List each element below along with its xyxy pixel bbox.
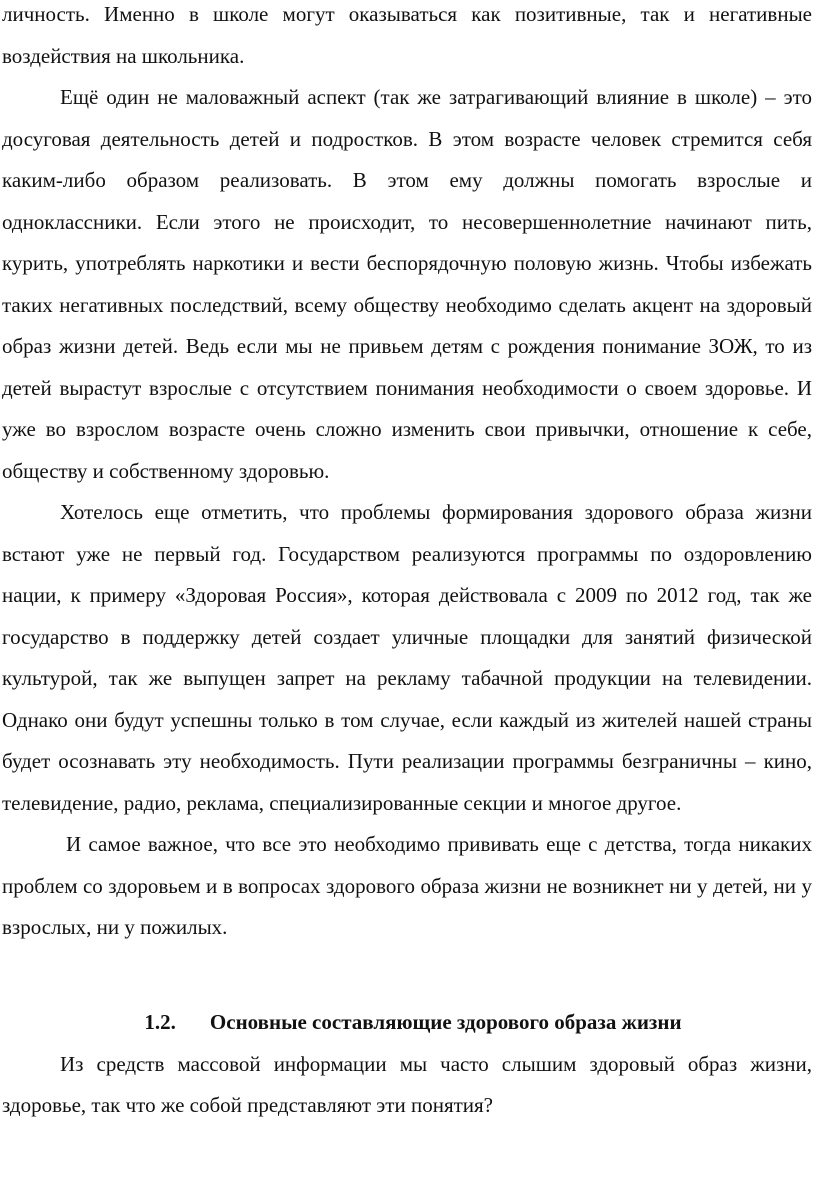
section-number: 1.2. [144, 1010, 176, 1034]
paragraph-leisure: Ещё один не маловажный аспект (так же затрагивающий влияние в школе) – это досуговая деятельность детей и подростков. В этом возрасте человек стремится себя каким-либо образом реализовать. В этом ему должны помогать взрослые и одноклассники. Если этого не происходит, то несовершеннолетние начинают пить, курить, употреблять наркотики и вести беспорядочную половую жизнь. Чтобы избежать таких негативных последствий, всему обществу необходимо сделать акцент на здоровый образ жизни детей. Ведь если мы не привьем детям с рождения понимание ЗОЖ, то из детей вырастут взрослые с отсутствием понимания необходимости о своем здоровье. И уже во взрослом возрасте очень сложно изменить свои привычки, отношение к себе, обществу и собственному здоровью. [2, 85, 812, 483]
paragraph-state-programs: Хотелось еще отметить, что проблемы формирования здорового образа жизни встают уже не первый год. Государством реализуются программы по оздоровлению нации, к примеру «Здоровая Россия», которая действовала с 2009 по 2012 год, так же государство в поддержку детей создает уличные площадки для занятий физической культурой, так же выпущен запрет на рекламу табачной продукции на телевидении. Однако они будут успешны только в том случае, если каждый из жителей нашей страны будет осознавать эту необходимость. Пути реализации программы безграничны – кино, телевидение, радио, реклама, специализированные секции и многое другое. [2, 500, 812, 815]
paragraph-continuation: личность. Именно в школе могут оказываться как позитивные, так и негативные воздействия на школьника. [2, 2, 812, 68]
blank-line [2, 949, 812, 991]
paragraph-intro: Из средств массовой информации мы часто слышим здоровый образ жизни, здоровье, так что же собой представляют эти понятия? [2, 1051, 812, 1117]
text-body [2, 0, 812, 1127]
section-heading [2, 1002, 812, 1044]
paragraph-conclusion: И самое важное, что все это необходимо прививать еще с детства, тогда никаких проблем со здоровьем и в вопросах здорового образа жизни не возникнет ни у детей, ни у взрослых, ни у пожилых. [2, 832, 812, 939]
section-title: Основные составляющие здорового образа жизни [209, 1010, 682, 1034]
